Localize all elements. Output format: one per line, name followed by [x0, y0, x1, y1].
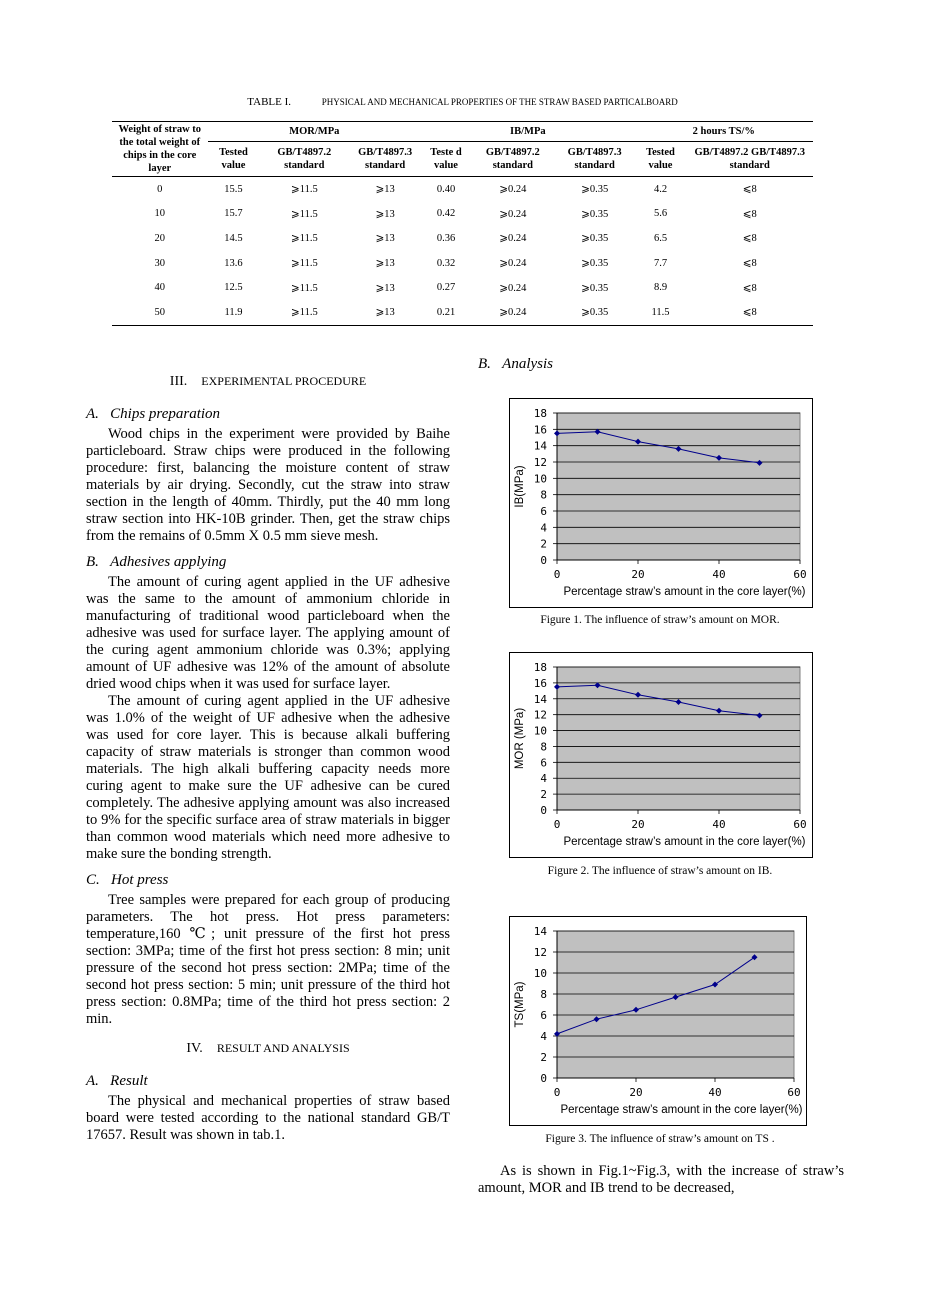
- table-cell: ⩾11.5: [290, 258, 318, 270]
- table-row: [112, 300, 813, 325]
- y-tick-label: 14: [533, 692, 547, 706]
- table-cell: ⩾0.35: [581, 184, 609, 196]
- table-cell: ⩾0.35: [581, 258, 609, 270]
- y-tick-label: 6: [540, 1009, 547, 1022]
- x-tick-label: 60: [793, 818, 807, 831]
- y-tick-label: 2: [540, 788, 547, 802]
- y-tick-label: 4: [540, 521, 547, 535]
- subsection-heading: [86, 872, 450, 889]
- sub-header: GB/T4897.2 standard: [471, 141, 555, 176]
- y-tick-label: 10: [533, 967, 547, 980]
- subsection-label: A.: [86, 1073, 99, 1089]
- x-axis-label: Percentage straw’s amount in the core layer(%): [563, 586, 806, 598]
- paragraph: The physical and mechanical properties of straw based board were tested according to the national standard GB/T 17657. Result was shown in tab.1.: [86, 1093, 450, 1143]
- table-cell: 4.2: [653, 183, 668, 195]
- y-tick-label: 0: [540, 1072, 547, 1085]
- sub-header: GB/T4897.3 standard: [555, 141, 635, 176]
- table-cell: 15.5: [224, 183, 243, 195]
- y-tick-label: 16: [533, 676, 547, 690]
- table-cell: ⩾0.35: [581, 233, 609, 245]
- table-caption-text: PHYSICAL AND MECHANICAL PROPERTIES OF THE STRAW BASED PARTICALBOARD: [321, 97, 678, 107]
- table-cell: 0.27: [436, 282, 456, 294]
- sub-header: GB/T4897.2 GB/T4897.3 standard: [686, 141, 813, 176]
- subsection-title: Hot press: [111, 872, 169, 888]
- x-tick-label: 40: [708, 1086, 722, 1099]
- y-tick-label: 10: [533, 724, 547, 738]
- x-tick-label: 20: [631, 568, 645, 581]
- table-cell: 5.6: [653, 208, 668, 220]
- section-heading: [86, 1040, 450, 1057]
- x-axis-label: Percentage straw’s amount in the core layer(%): [563, 836, 806, 848]
- table-row: [112, 275, 813, 300]
- y-tick-label: 8: [540, 988, 547, 1001]
- table-cell: 0.36: [436, 232, 456, 244]
- table-cell: ⩽8: [742, 258, 757, 270]
- left-column: [86, 373, 450, 1144]
- y-axis-label: TS(MPa): [514, 981, 526, 1028]
- table-caption: [0, 96, 925, 108]
- x-tick-label: 60: [793, 568, 807, 581]
- table-cell: ⩾13: [375, 233, 395, 245]
- table-cell: ⩾13: [375, 184, 395, 196]
- subsection-heading: [86, 1073, 450, 1090]
- y-axis-label: IB(MPa): [514, 465, 526, 508]
- x-tick-label: 0: [553, 818, 561, 831]
- table-cell: ⩾0.24: [499, 233, 527, 245]
- subsection-label: C.: [86, 872, 100, 888]
- table-cell: 10: [154, 208, 166, 220]
- section-number: III.: [169, 374, 188, 389]
- subsection-title: Result: [110, 1073, 148, 1089]
- x-tick-label: 40: [712, 818, 726, 831]
- x-tick-label: 0: [553, 568, 561, 581]
- table-cell: 50: [112, 300, 208, 325]
- table-cell: 0.40: [436, 183, 456, 195]
- sub-header: Tested value: [208, 141, 260, 176]
- section-title: RESULT AND ANALYSIS: [216, 1041, 350, 1055]
- figure-2-chart: [510, 653, 812, 857]
- table-cell: ⩾0.35: [581, 282, 609, 294]
- y-tick-label: 18: [533, 407, 547, 420]
- table-cell: 14.5: [224, 232, 243, 244]
- figure-2-caption: Figure 2. The influence of straw’s amount on IB.: [547, 865, 773, 877]
- table-cell: 11.9: [208, 300, 260, 325]
- figure-3: [509, 916, 807, 1126]
- subsection-title: Analysis: [502, 356, 554, 372]
- figure-2: [509, 652, 813, 858]
- paragraph: The amount of curing agent applied in the UF adhesive was the same to the amount of ammonium chloride in manufacturing of traditional wood particleboard when the adhesive was used for surface layer. The applying amount of the curing agent ammonium chloride was 0.3%; applying amount of UF adhesive was 12% of the amount of absolute dried wood chips when it was used for surface layer.: [86, 574, 450, 692]
- table-row: [112, 251, 813, 276]
- group-header-ib: IB/MPa: [421, 122, 635, 142]
- y-tick-label: 8: [540, 488, 547, 502]
- x-tick-label: 0: [553, 1086, 561, 1099]
- y-tick-label: 4: [540, 772, 547, 786]
- table-cell: ⩾13: [375, 258, 395, 270]
- table-cell: 30: [154, 257, 166, 269]
- subsection-label: B.: [86, 554, 99, 570]
- y-tick-label: 10: [533, 472, 547, 486]
- table-cell: ⩾0.35: [581, 208, 609, 220]
- table-cell: 6.5: [653, 232, 668, 244]
- table-cell: 0.21: [421, 300, 471, 325]
- subsection-title: Chips preparation: [110, 406, 221, 422]
- table-cell: ⩾13: [349, 300, 421, 325]
- y-tick-label: 2: [540, 1051, 547, 1064]
- table-caption-number: TABLE I.: [247, 96, 292, 108]
- group-header-ts: 2 hours TS/%: [635, 122, 813, 142]
- table-cell: 0.42: [436, 208, 456, 220]
- analysis-heading: [478, 356, 553, 373]
- table-cell: 11.5: [635, 300, 687, 325]
- table-cell: ⩾11.5: [290, 282, 318, 294]
- table-body: [112, 177, 813, 326]
- table-cell: ⩾0.24: [499, 282, 527, 294]
- y-tick-label: 14: [533, 925, 547, 938]
- plot-area: [557, 931, 794, 1078]
- row-header: Weight of straw to the total weight of chips in the core layer: [112, 122, 208, 177]
- table-cell: 40: [154, 282, 166, 294]
- paragraph: The amount of curing agent applied in the UF adhesive was 1.0% of the weight of UF adhesive when the adhesive was used for core layer. This is because alkali buffering capacity of straw materials is stronger than common wood materials. The high alkali buffering capacity needs more curing agent to make sure the UF adhesive can be cured completely. The adhesive applying amount was also increased to 9% for the specific surface area of straw materials in bigger than common wood materials which need more adhesive to make sure the bonding strength.: [86, 693, 450, 862]
- table-cell: ⩽8: [742, 184, 757, 196]
- y-tick-label: 0: [540, 804, 547, 817]
- table-cell: ⩾11.5: [259, 300, 349, 325]
- section-title: EXPERIMENTAL PROCEDURE: [201, 374, 367, 388]
- y-axis-label: MOR (MPa): [514, 707, 526, 770]
- figure-1: [509, 398, 813, 608]
- y-tick-label: 14: [533, 439, 547, 453]
- x-tick-label: 20: [631, 818, 645, 831]
- table-cell: ⩾0.35: [555, 300, 635, 325]
- y-tick-label: 16: [533, 423, 547, 437]
- section-number: IV.: [186, 1041, 203, 1056]
- table-cell: ⩽8: [686, 300, 813, 325]
- table-cell: ⩾13: [375, 282, 395, 294]
- y-tick-label: 18: [533, 661, 547, 674]
- table-cell: 13.6: [224, 257, 243, 269]
- table-row: [112, 177, 813, 202]
- y-tick-label: 12: [533, 708, 547, 722]
- x-axis-label: Percentage straw’s amount in the core layer(%): [560, 1104, 803, 1116]
- table-cell: ⩾11.5: [290, 208, 318, 220]
- y-tick-label: 4: [540, 1030, 547, 1043]
- table-cell: ⩾0.24: [499, 184, 527, 196]
- sub-header: GB/T4897.3 standard: [349, 141, 421, 176]
- paragraph: Tree samples were prepared for each group of producing parameters. The hot press. Hot press parameters: temperature,160 ℃; unit pressure of the first hot press section: 3MPa; time of the first hot press section: 8 min; unit pressure of the second hot press section: 2MPa; time of the second hot press section: 5 min; unit pressure of the third hot press section: 0.8MPa; time of the third hot press section: 2 min.: [86, 892, 450, 1027]
- y-tick-label: 6: [540, 505, 547, 518]
- paragraph: Wood chips in the experiment were provided by Baihe particleboard. Straw chips were produced in the following procedure: first, balancing the moisture content of straw materials by air drying. Secondly, cut the straw into straw section in the length of 40mm. Thirdly, put the 40 mm long straw section into HK-10B grinder. Then, get the straw chips from the remains of 0.5mm X 0.5 mm sieve mesh.: [86, 426, 450, 544]
- y-tick-label: 6: [540, 756, 547, 770]
- x-tick-label: 60: [787, 1086, 801, 1099]
- sub-header: Tested value: [635, 141, 687, 176]
- x-tick-label: 40: [712, 568, 726, 581]
- table-cell: ⩽8: [742, 208, 757, 220]
- figure-3-caption: Figure 3. The influence of straw’s amount on TS .: [545, 1133, 775, 1145]
- table-cell: ⩾0.24: [499, 258, 527, 270]
- subsection-title: Adhesives applying: [110, 554, 227, 570]
- table-cell: ⩾11.5: [290, 233, 318, 245]
- properties-table: [112, 121, 813, 326]
- y-tick-label: 12: [533, 456, 547, 469]
- y-tick-label: 8: [540, 740, 547, 754]
- table-cell: 0.32: [436, 257, 456, 269]
- section-heading: [86, 373, 450, 390]
- plot-area: [557, 667, 800, 810]
- table-row: [112, 202, 813, 227]
- paragraph: As is shown in Fig.1~Fig.3, with the increase of straw’s amount, MOR and IB trend to be decreased,: [478, 1163, 844, 1196]
- y-tick-label: 0: [540, 554, 547, 567]
- table-cell: ⩾11.5: [290, 184, 318, 196]
- table-cell: ⩽8: [742, 282, 757, 294]
- table-cell: ⩾13: [375, 208, 395, 220]
- table-cell: 7.7: [653, 257, 668, 269]
- table-cell: 12.5: [224, 282, 243, 294]
- subsection-heading: [86, 554, 450, 571]
- y-tick-label: 2: [540, 537, 547, 551]
- table-cell: ⩽8: [742, 233, 757, 245]
- figure-1-caption: Figure 1. The influence of straw’s amount on MOR.: [540, 614, 780, 626]
- sub-header: Teste d value: [421, 141, 471, 176]
- subsection-label: B.: [478, 356, 491, 372]
- table-cell: 0: [157, 183, 163, 195]
- subsection-heading: [86, 406, 450, 423]
- table-cell: ⩾0.24: [499, 208, 527, 220]
- plot-area: [557, 413, 800, 560]
- analysis-paragraph: [478, 1163, 844, 1197]
- subsection-label: A.: [86, 406, 99, 422]
- group-header-mor: MOR/MPa: [208, 122, 422, 142]
- figure-1-chart: [510, 399, 812, 607]
- figure-3-chart: [510, 917, 806, 1125]
- table-cell: ⩾0.24: [471, 300, 555, 325]
- table-row: [112, 226, 813, 251]
- table-cell: 8.9: [653, 282, 668, 294]
- x-tick-label: 20: [629, 1086, 643, 1099]
- table-cell: 15.7: [224, 208, 243, 220]
- y-tick-label: 12: [533, 946, 547, 959]
- table-cell: 20: [154, 232, 166, 244]
- sub-header: GB/T4897.2 standard: [259, 141, 349, 176]
